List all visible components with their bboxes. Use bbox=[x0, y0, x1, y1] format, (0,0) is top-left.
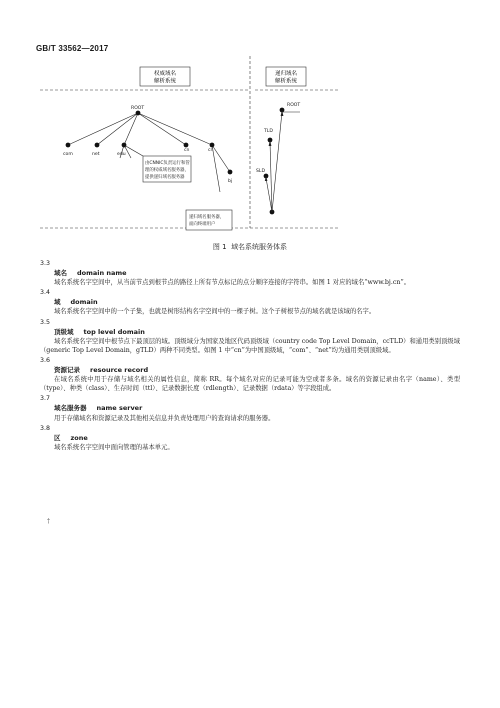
term-zh: 域名服务器 bbox=[54, 404, 87, 413]
figure-number: 图 1 bbox=[212, 243, 227, 251]
client-box-line-1: 递归域名服务器， bbox=[189, 215, 225, 220]
section-number: 3.4 bbox=[40, 289, 51, 297]
figure-title: 域名系统服务体系 bbox=[231, 243, 288, 251]
node-net-label: net bbox=[92, 152, 100, 157]
section-term bbox=[54, 366, 460, 375]
definitions bbox=[40, 258, 460, 452]
node-cn2-label: cn bbox=[208, 148, 214, 153]
term-zh: 域名 bbox=[54, 269, 67, 278]
term-zh: 区 bbox=[54, 433, 61, 442]
left-box-line-1: 权威域名 bbox=[153, 71, 177, 77]
section-text: 域名系统名字空间中根节点下最顶层的域。顶级域分为国家及地区代码顶级域（country code Top Level Domain，ccTLD）和通用类别顶级域（generic Top Level Domain，gTLD）两种不同类型。如图 1 中“cn”为中国顶级域，“com”、“net”均为通用类别顶级域。 bbox=[40, 337, 460, 354]
section-number: 3.6 bbox=[40, 356, 51, 364]
server-box-line-1: 由CNNIC负责运行和管 bbox=[145, 161, 190, 166]
footer-mark: † bbox=[47, 518, 50, 525]
node-tld-label: TLD bbox=[264, 129, 273, 134]
section-number: 3.7 bbox=[40, 395, 51, 403]
node-cn-label: cn bbox=[184, 148, 190, 153]
term-en: domain bbox=[70, 298, 98, 307]
term-en: top level domain bbox=[83, 327, 145, 336]
right-box-line-2: 解析系统 bbox=[274, 78, 298, 85]
section-term bbox=[54, 269, 460, 278]
server-box-line-2: 理的权威域名服务器， bbox=[145, 168, 189, 173]
section-text: 在域名系统中用于存储与域名相关的属性信息，简称 RR。每个域名对应的记录可能为空或者多条。域名的资源记录由名字（name）、类型（type）、种类（class）、生存时间（ttl）、记录数据长度（rdlength）、记录数据（rdata）等字段组成。 bbox=[40, 376, 460, 393]
term-en: domain name bbox=[77, 269, 127, 278]
section-3-6 bbox=[40, 356, 460, 393]
standard-number: GB/T 33562—2017 bbox=[36, 44, 109, 53]
node-sld-label: SLD bbox=[256, 169, 266, 174]
left-box-line-2: 解析系统 bbox=[153, 78, 177, 85]
node-edu-label: edu bbox=[117, 152, 126, 157]
section-term bbox=[54, 404, 460, 413]
node-root-right-label: ROOT bbox=[287, 103, 301, 108]
node-com-label: com bbox=[63, 152, 73, 157]
section-text: 域名系统名字空间中，从当前节点到根节点的路径上所有节点标记的点分顺序连接的字符串。如图 1 对应的域名“www.bj.cn”。 bbox=[54, 279, 410, 287]
term-en: resource record bbox=[90, 366, 149, 375]
section-term bbox=[54, 298, 460, 307]
section-3-5 bbox=[40, 318, 460, 355]
section-3-3 bbox=[40, 259, 460, 287]
section-term bbox=[54, 328, 460, 337]
term-zh: 顶级域 bbox=[54, 327, 74, 336]
section-text: 域名系统名字空间中的一个子集，也就是树形结构名字空间中的一棵子树。这个子树根节点的域名就是该域的名字。 bbox=[54, 308, 376, 316]
query-arrows bbox=[266, 112, 300, 212]
figure-caption bbox=[0, 242, 500, 252]
client-box-line-2: 面向终端用户 bbox=[189, 222, 216, 227]
term-zh: 资源记录 bbox=[54, 366, 80, 375]
section-text: 域名系统名字空间中面向管理的基本单元。 bbox=[54, 443, 174, 451]
section-term bbox=[54, 434, 460, 443]
section-number: 3.3 bbox=[40, 260, 51, 267]
term-zh: 域 bbox=[54, 298, 61, 307]
server-box-line-3: 提供递归域名服务器 bbox=[145, 175, 185, 180]
section-text: 用于存储域名和资源记录及其他相关信息并负责处理用户的查询请求的服务器。 bbox=[54, 414, 275, 422]
section-3-8 bbox=[40, 424, 460, 452]
term-en: name server bbox=[96, 404, 143, 413]
section-3-4 bbox=[40, 288, 460, 316]
term-en: zone bbox=[70, 433, 88, 442]
section-3-7 bbox=[40, 394, 460, 422]
dns-service-diagram bbox=[0, 0, 500, 250]
recursive-server-box bbox=[186, 210, 232, 230]
section-number: 3.8 bbox=[40, 424, 51, 432]
node-root-label: ROOT bbox=[131, 106, 145, 111]
node-bj-label: bj bbox=[228, 179, 233, 184]
section-number: 3.5 bbox=[40, 318, 51, 326]
right-box-line-1: 递归域名 bbox=[274, 71, 298, 77]
